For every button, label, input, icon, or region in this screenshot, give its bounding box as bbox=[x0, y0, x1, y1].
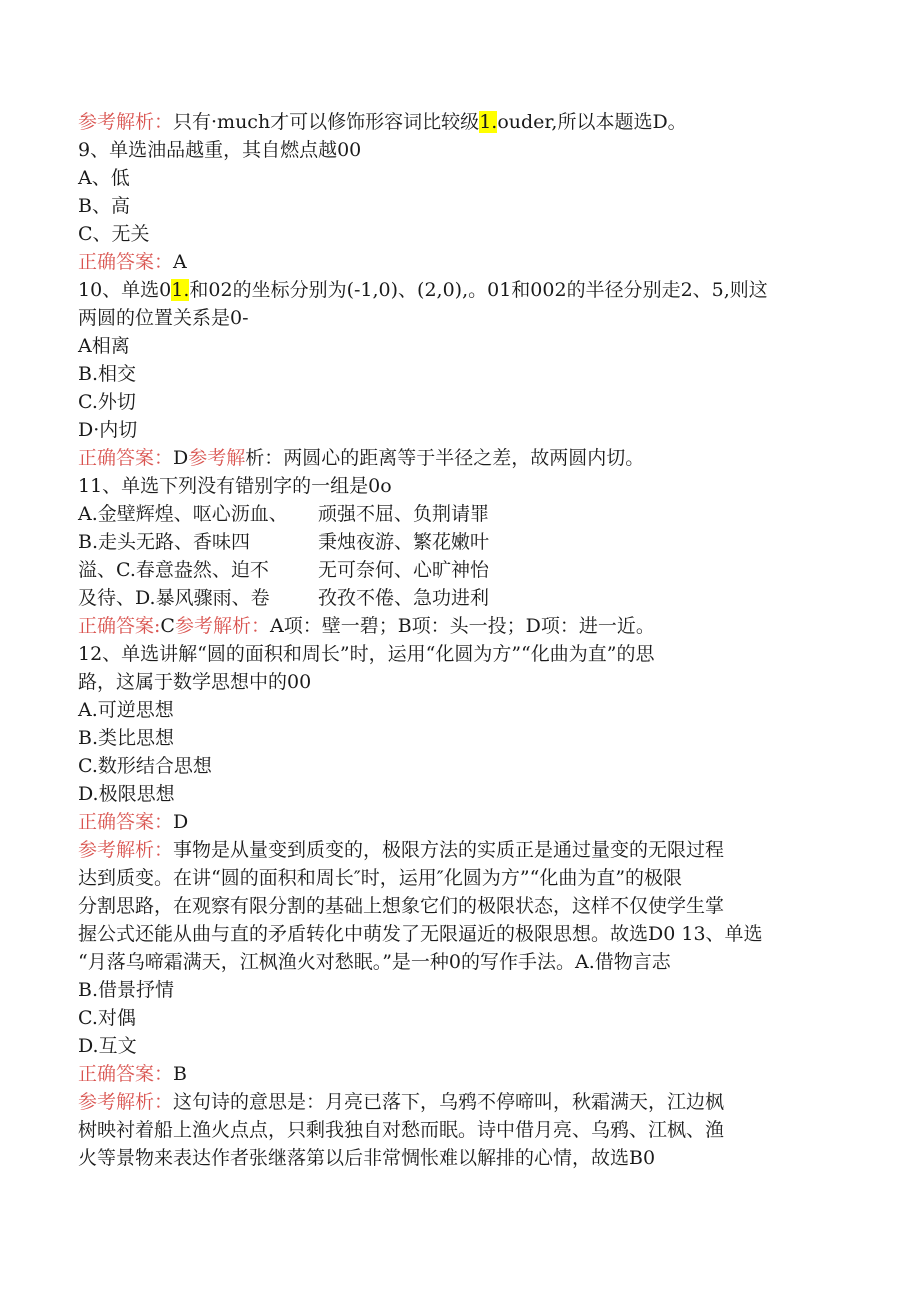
option-a: A.可逆思想 bbox=[78, 699, 174, 721]
answer-label: 正确答案： bbox=[78, 811, 174, 833]
explanation-label: 参考解析： bbox=[174, 615, 270, 637]
explanation-line: 握公式还能从曲与直的矛盾转化中萌发了无限逼近的极限思想。故选D0 13、单选 bbox=[78, 923, 763, 945]
answer-line bbox=[78, 248, 838, 276]
explanation-text: 只有·much才可以修饰形容词比较级 bbox=[173, 111, 480, 133]
option-row bbox=[78, 584, 838, 612]
explanation-line: “月落乌啼霜满天，江枫渔火对愁眠。”是一种0的写作手法。A.借物言志 bbox=[78, 951, 671, 973]
explanation-line: 火等景物来表达作者张继落第以后非常惆怅难以解排的心情，故选B0 bbox=[78, 1147, 656, 1169]
option-row bbox=[78, 556, 838, 584]
option-cell: A.金壁辉煌、呕心沥血、 bbox=[78, 503, 288, 525]
explanation-text: A项：壁一碧；B项：头一投；D项：进一近。 bbox=[269, 615, 655, 637]
option-c: C、无关 bbox=[78, 223, 150, 245]
explanation-label: 参考解析： bbox=[78, 1091, 174, 1113]
document-page bbox=[78, 108, 838, 1172]
option-c: C.外切 bbox=[78, 391, 136, 413]
answer-line bbox=[78, 1060, 838, 1088]
answer-value: D bbox=[173, 447, 189, 469]
explanation-text: 析：两圆心的距离等于半径之差，故两圆内切。 bbox=[245, 447, 645, 469]
answer-line bbox=[78, 612, 838, 640]
option-b: B.相交 bbox=[78, 363, 137, 385]
option-cell: 及待、D.暴风骤雨、卷 bbox=[78, 587, 270, 609]
option-c: C.数形结合思想 bbox=[78, 755, 212, 777]
option-cell: 顽强不屈、负荆请罪 bbox=[318, 503, 490, 525]
explanation-label: 参考解析： bbox=[78, 111, 174, 133]
explanation-label: 参考解析： bbox=[78, 839, 174, 861]
answer-value: C bbox=[160, 615, 175, 637]
explanation-text: 这句诗的意思是：月亮已落下，乌鸦不停啼叫，秋霜满天，江边枫 bbox=[173, 1091, 725, 1113]
answer-label: 正确答案： bbox=[78, 251, 174, 273]
option-d: D·内切 bbox=[78, 419, 138, 441]
option-b: B、高 bbox=[78, 195, 130, 217]
option-d: D.互文 bbox=[78, 1035, 137, 1057]
answer-label: 正确答案: bbox=[78, 615, 161, 637]
question-10 bbox=[78, 276, 838, 304]
explanation-line: 达到质变。在讲“圆的面积和周长″时，运用″化圆为方”“化曲为直”的极限 bbox=[78, 867, 683, 889]
question-12: 12、单选讲解“圆的面积和周长”时，运用“化圆为方”“化曲为直”的思 bbox=[78, 643, 655, 665]
question-9: 9、单选油品越重，其自燃点越00 bbox=[78, 139, 362, 161]
option-b: B.借景抒情 bbox=[78, 979, 175, 1001]
answer-value: A bbox=[173, 251, 187, 273]
option-cell: 无可奈何、心旷神怡 bbox=[318, 559, 490, 581]
answer-line bbox=[78, 444, 838, 472]
answer-line bbox=[78, 808, 838, 836]
option-a: A相离 bbox=[78, 335, 130, 357]
question-text: 和02的坐标分别为(-1,0)、(2,0),。01和002的半径分别走2、5,则这 bbox=[189, 279, 768, 301]
option-cell: 秉烛夜游、繁花嫩叶 bbox=[318, 531, 490, 553]
answer-label: 正确答案： bbox=[78, 447, 174, 469]
option-c: C.对偶 bbox=[78, 1007, 136, 1029]
question-text: 10、单选0 bbox=[78, 279, 172, 301]
explanation-line bbox=[78, 108, 838, 136]
question-10-cont: 两圆的位置关系是0- bbox=[78, 307, 249, 329]
answer-label: 正确答案： bbox=[78, 1063, 174, 1085]
option-cell: 溢、C.春意盎然、迫不 bbox=[78, 559, 269, 581]
option-cell: B.走头无路、香味四 bbox=[78, 531, 251, 553]
explanation-text: 事物是从量变到质变的，极限方法的实质正是通过量变的无限过程 bbox=[173, 839, 725, 861]
option-a: A、低 bbox=[78, 167, 130, 189]
explanation-line bbox=[78, 1088, 838, 1116]
highlight-mark: 1. bbox=[479, 111, 498, 133]
highlight-mark: 1. bbox=[171, 279, 190, 301]
answer-value: B bbox=[173, 1063, 187, 1085]
explanation-line: 树映衬着船上渔火点点，只剩我独自对愁而眠。诗中借月亮、乌鸦、江枫、渔 bbox=[78, 1119, 725, 1141]
option-row bbox=[78, 500, 838, 528]
explanation-line bbox=[78, 836, 838, 864]
explanation-line: 分割思路，在观察有限分割的基础上想象它们的极限状态，这样不仅使学生掌 bbox=[78, 895, 725, 917]
explanation-label: 参考解 bbox=[188, 447, 246, 469]
option-b: B.类比思想 bbox=[78, 727, 175, 749]
option-row bbox=[78, 528, 838, 556]
option-cell: 孜孜不倦、急功进利 bbox=[318, 587, 490, 609]
option-d: D.极限思想 bbox=[78, 783, 175, 805]
explanation-text: ouder,所以本题选D。 bbox=[497, 111, 687, 133]
answer-value: D bbox=[173, 811, 189, 833]
question-11: 11、单选下列没有错别字的一组是0o bbox=[78, 475, 392, 497]
question-12-cont: 路，这属于数学思想中的00 bbox=[78, 671, 312, 693]
